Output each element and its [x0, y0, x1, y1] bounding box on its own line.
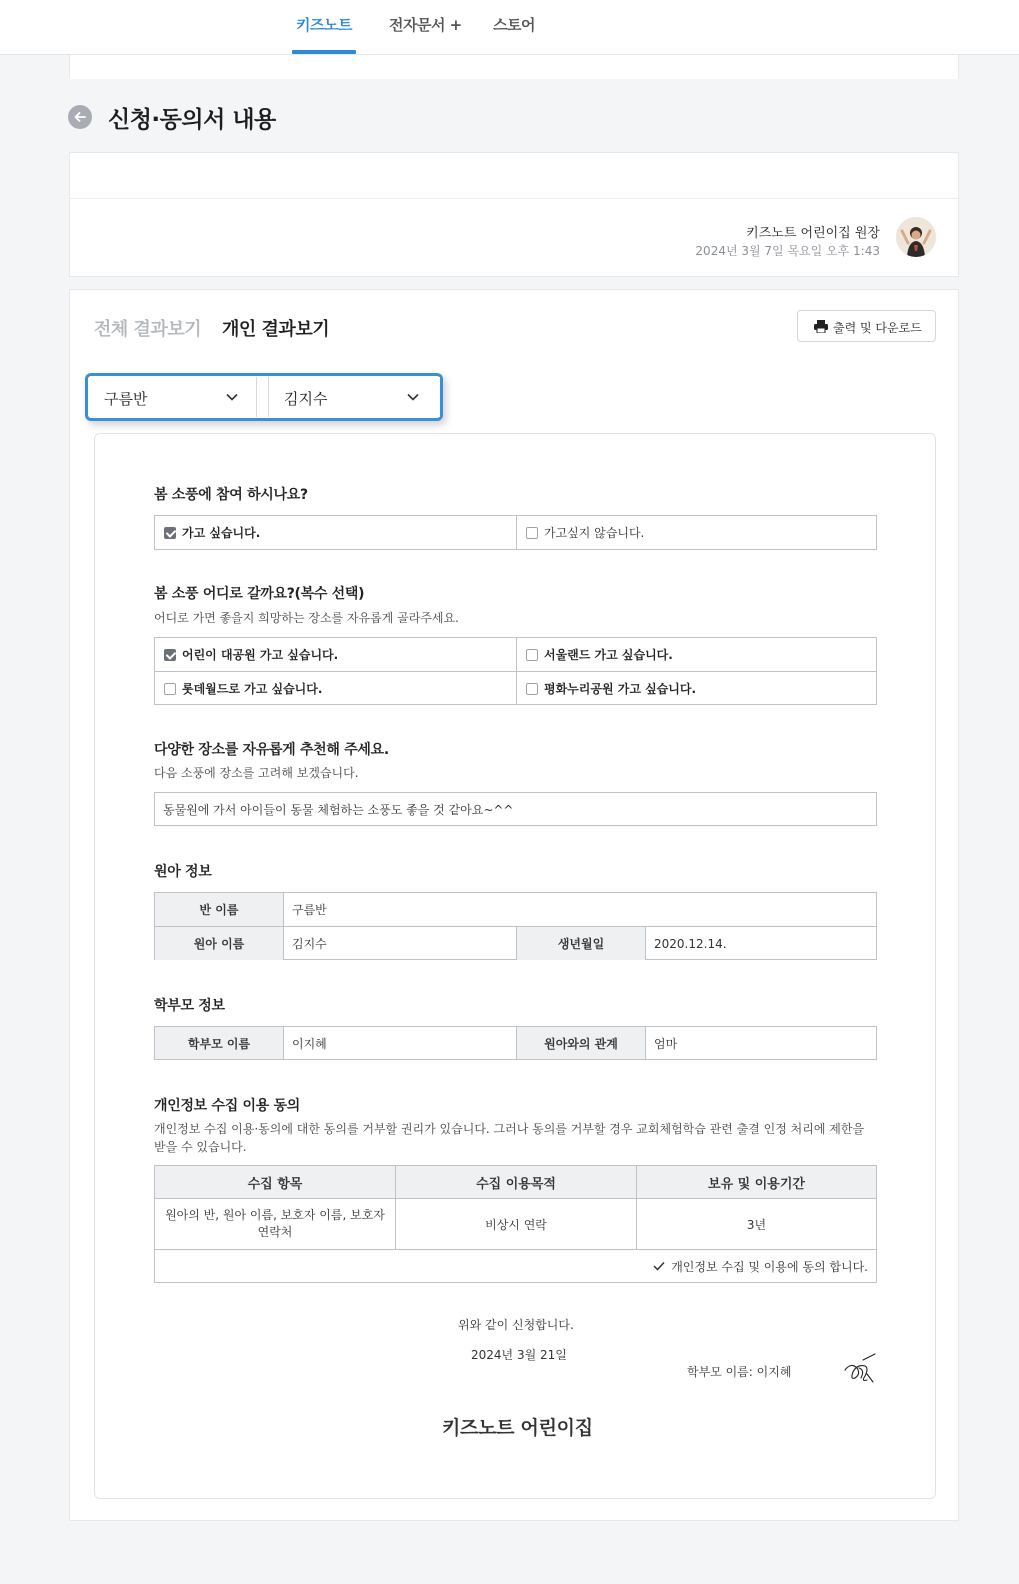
q3-answer-box — [154, 792, 877, 826]
section-title: 원아 정보 — [154, 864, 212, 880]
relation-value: 엄마 — [654, 1036, 678, 1051]
q1-options — [154, 515, 877, 550]
question-title: 봄 소풍 어디로 갈까요?(복수 선택) — [154, 586, 365, 602]
signature-icon — [841, 1352, 881, 1388]
chevron-down-icon — [226, 393, 238, 401]
result-card — [69, 289, 959, 1521]
option-label: 가고 싶습니다. — [182, 526, 261, 540]
post-date: 2024년 3월 7일 목요일 오후 1:43 — [695, 244, 880, 258]
option-label: 평화누리공원 가고 싶습니다. — [544, 682, 697, 696]
column-header: 수집 이용목적 — [396, 1166, 636, 1198]
document-header — [69, 152, 959, 277]
tab-all-results[interactable]: 전체 결과보기 — [94, 319, 202, 340]
checkbox-empty-icon — [164, 683, 176, 695]
class-name-value: 구름반 — [292, 903, 327, 917]
question-description: 다음 소풍에 장소를 고려해 보겠습니다. — [154, 766, 359, 780]
class-select-value: 구름반 — [104, 390, 148, 408]
q2-options — [154, 637, 877, 705]
parent-name-value: 이지혜 — [292, 1036, 327, 1051]
print-download-button[interactable] — [797, 310, 936, 342]
question-title: 봄 소풍에 참여 하시나요? — [154, 487, 308, 503]
question-description: 어디로 가면 좋을지 희망하는 장소를 자유롭게 골라주세요. — [154, 611, 459, 625]
question-title: 다양한 장소를 자유롭게 추천해 주세요. — [154, 742, 389, 758]
application-statement: 위와 같이 신청합니다. — [458, 1318, 574, 1332]
option-label: 어린이 대공원 가고 싶습니다. — [182, 648, 339, 662]
selector-group — [85, 373, 443, 421]
parent-info-table — [154, 1026, 877, 1060]
relation-label: 원아와의 관계 — [517, 1027, 645, 1059]
column-header: 보유 및 이용기간 — [637, 1166, 876, 1198]
tab-individual-results[interactable]: 개인 결과보기 — [222, 319, 330, 340]
class-name-label: 반 이름 — [155, 893, 283, 926]
back-button[interactable] — [68, 105, 92, 129]
checkbox-empty-icon — [526, 649, 538, 661]
active-tab-indicator — [292, 50, 356, 54]
collection-purpose: 비상시 연락 — [485, 1217, 547, 1232]
child-photo-icon — [896, 217, 936, 257]
top-nav — [0, 0, 1019, 55]
arrow-left-icon — [73, 110, 87, 124]
organization-name: 키즈노트 어린이집 — [442, 1417, 593, 1439]
author-name: 키즈노트 어린이집 원장 — [746, 226, 880, 241]
chevron-down-icon — [407, 393, 419, 401]
option-item[interactable] — [517, 672, 876, 705]
option-item[interactable] — [155, 638, 516, 671]
option-label: 롯데월드로 가고 싶습니다. — [182, 682, 323, 696]
application-date: 2024년 3월 21일 — [471, 1348, 567, 1362]
child-info-table — [154, 892, 877, 960]
avatar — [896, 217, 936, 257]
child-name-label: 원아 이름 — [155, 927, 283, 960]
header-divider — [70, 198, 958, 199]
class-select[interactable] — [89, 377, 257, 417]
column-header: 수집 항목 — [155, 1166, 395, 1198]
option-item[interactable] — [517, 638, 876, 671]
child-select-value: 김지수 — [284, 390, 328, 408]
page-title: 신청·동의서 내용 — [108, 107, 276, 133]
consent-row — [653, 1250, 868, 1282]
parent-name-label: 학부모 이름 — [155, 1027, 283, 1059]
child-select[interactable] — [268, 377, 440, 417]
privacy-table — [154, 1165, 877, 1283]
form-document — [94, 433, 936, 1499]
option-item[interactable] — [155, 516, 516, 549]
checkbox-checked-icon — [164, 527, 176, 539]
option-label: 서울랜드 가고 싶습니다. — [544, 648, 673, 662]
printer-icon — [814, 320, 828, 333]
option-item[interactable] — [517, 516, 876, 549]
free-text-answer: 동물원에 가서 아이들이 동물 체험하는 소풍도 좋을 것 같아요~^^ — [163, 802, 514, 817]
tab-kidsnote[interactable]: 키즈노트 — [296, 16, 352, 34]
signer-name: 학부모 이름: 이지혜 — [687, 1365, 792, 1379]
tab-store[interactable]: 스토어 — [493, 16, 535, 34]
option-label: 가고싶지 않습니다. — [544, 526, 645, 540]
birthdate-value: 2020.12.14. — [654, 936, 727, 951]
print-button-label: 출력 및 다운로드 — [833, 321, 922, 335]
section-title: 학부모 정보 — [154, 998, 225, 1014]
birthdate-label: 생년월일 — [517, 927, 645, 960]
checkbox-empty-icon — [526, 527, 538, 539]
child-name-value: 김지수 — [292, 937, 327, 951]
section-title: 개인정보 수집 이용 동의 — [154, 1098, 300, 1114]
check-icon — [653, 1261, 665, 1271]
content-top-strip — [69, 55, 959, 79]
checkbox-checked-icon — [164, 649, 176, 661]
checkbox-empty-icon — [526, 683, 538, 695]
collected-items: 원아의 반, 원아 이름, 보호자 이름, 보호자 연락처 — [165, 1208, 385, 1239]
privacy-description: 개인정보 수집 이용·동의에 대한 동의를 거부할 권리가 있습니다. 그러나 동의를 거부할 경우 교회체험학습 관련 출결 인정 처리에 제한을 받을 수 있습니다. — [154, 1122, 865, 1154]
option-item[interactable] — [155, 672, 516, 705]
tab-e-documents[interactable]: 전자문서 + — [389, 16, 462, 34]
consent-text: 개인정보 수집 및 이용에 동의 합니다. — [671, 1259, 868, 1274]
retention-period: 3년 — [746, 1217, 767, 1232]
